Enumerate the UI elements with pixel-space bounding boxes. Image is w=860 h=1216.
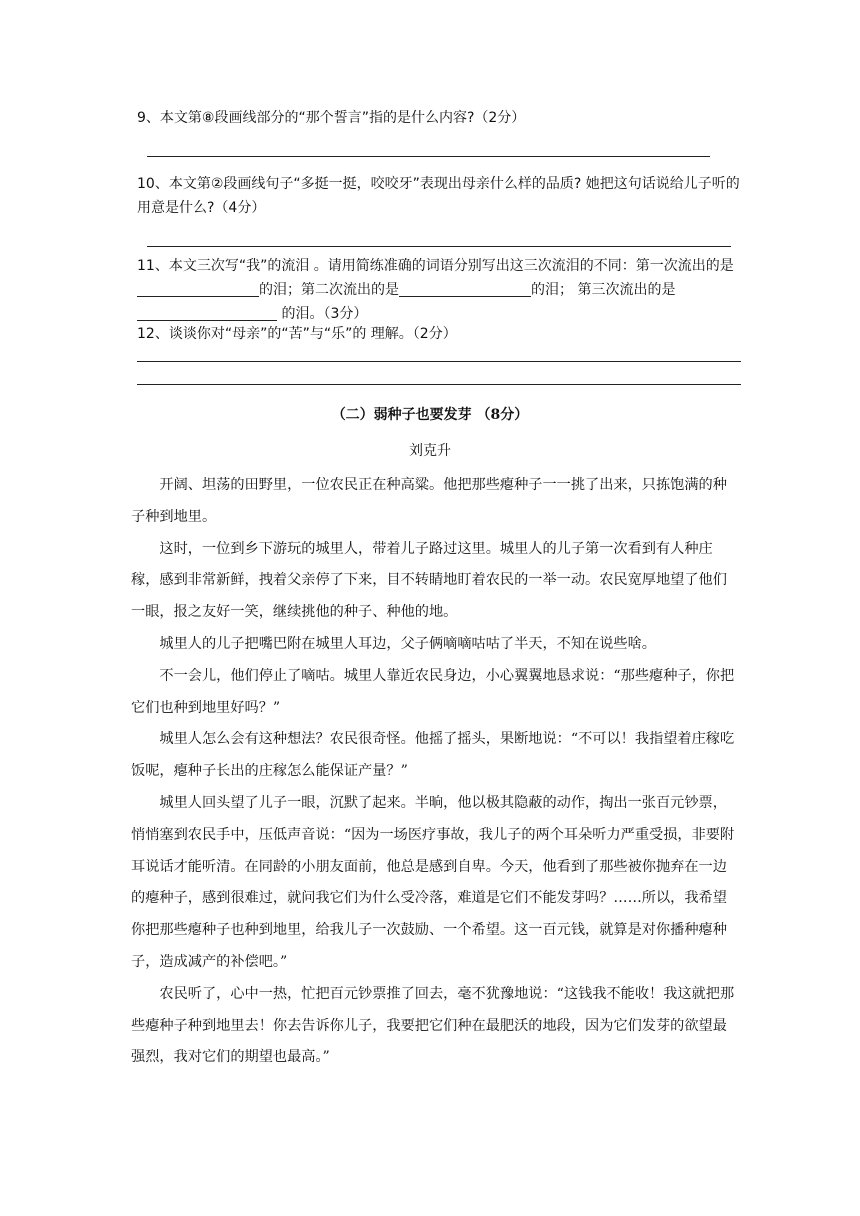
paragraph-1: 开阔、坦荡的田野里，一位农民正在种高粱。他把那些瘪种子一一挑了出来，只拣饱满的种子种到地里。 — [131, 477, 727, 525]
question-11-text-d: 的泪。（3分） — [277, 306, 368, 322]
article-body — [131, 470, 741, 1074]
answer-blank-1 — [137, 280, 259, 297]
answer-blank-2 — [399, 280, 531, 297]
paragraph-6: 城里人回头望了儿子一眼，沉默了起来。半晌，他以极其隐蔽的动作，掏出一张百元钞票，悄悄塞到农民手中，压低声音说：“因为一场医疗事故，我儿子的两个耳朵听力严重受损，非要附耳说话才能听清。在同龄的小朋友面前，他总是感到自卑。今天，他看到了那些被你抛弃在一边的瘪种子，感到很难过，就问我它们为什么受冷落，难道是它们不能发芽吗？……所以，我希望你把那些瘪种子也种到地里，给我儿子一次鼓励、一个希望。这一百元钱，就算是对你播种瘪种子，造成减产的补偿吧。” — [131, 794, 735, 970]
article-author: 刘克升 — [409, 443, 451, 459]
paragraph-5: 城里人怎么会有这种想法？农民很奇怪。他摇了摇头，果断地说：“不可以！我指望着庄稼吃饭呢，瘪种子长出的庄稼怎么能保证产量？” — [131, 731, 735, 780]
paragraph-3: 城里人的儿子把嘴巴附在城里人耳边，父子俩嘀嘀咕咕了半天，不知在说些啥。 — [159, 635, 656, 652]
question-11 — [137, 254, 747, 326]
article-title: （二）弱种子也要发芽 （8分） — [331, 407, 529, 423]
question-11-text-c: 的泪； 第三次流出的是 — [531, 282, 676, 298]
answer-line-12b — [137, 384, 741, 385]
answer-line-9 — [147, 156, 710, 157]
question-10: 10、本文第②段画线句子“多挺一挺，咬咬牙”表现出母亲什么样的品质? 她把这句话说给儿子听的用意是什么?（4分） — [137, 176, 740, 216]
paragraph-7: 农民听了，心中一热，忙把百元钞票推了回去，毫不犹豫地说：“这钱我不能收！我这就把那些瘪种子种到地里去！你去告诉你儿子，我要把它们种在最肥沃的地段，因为它们发芽的欲望最强烈，我对它们的期望也最高。” — [131, 985, 735, 1066]
question-11-text-a: 11、本文三次写“我”的流泪 。请用简练准确的词语分别写出这三次流泪的不同：第一次流出的是 — [137, 258, 734, 274]
paragraph-4: 不一会儿，他们停止了嘀咕。城里人靠近农民身边，小心翼翼地恳求说：“那些瘪种子，你把它们也种到地里好吗？” — [131, 667, 735, 716]
question-9: 9、本文第⑧段画线部分的“那个誓言”指的是什么内容?（2分） — [137, 110, 526, 126]
answer-line-10 — [147, 246, 731, 247]
answer-blank-3 — [137, 304, 277, 321]
answer-line-12a — [137, 361, 741, 362]
paragraph-2: 这时，一位到乡下游玩的城里人，带着儿子路过这里。城里人的儿子第一次看到有人种庄稼，感到非常新鲜，拽着父亲停了下来，目不转睛地盯着农民的一举一动。农民宽厚地望了他们一眼，报之友好一笑，继续挑他的种子、种他的地。 — [131, 540, 727, 621]
question-11-text-b: 的泪；第二次流出的是 — [259, 282, 399, 298]
question-12: 12、谈谈你对“母亲”的“苦”与“乐”的 理解。（2分） — [137, 326, 457, 342]
